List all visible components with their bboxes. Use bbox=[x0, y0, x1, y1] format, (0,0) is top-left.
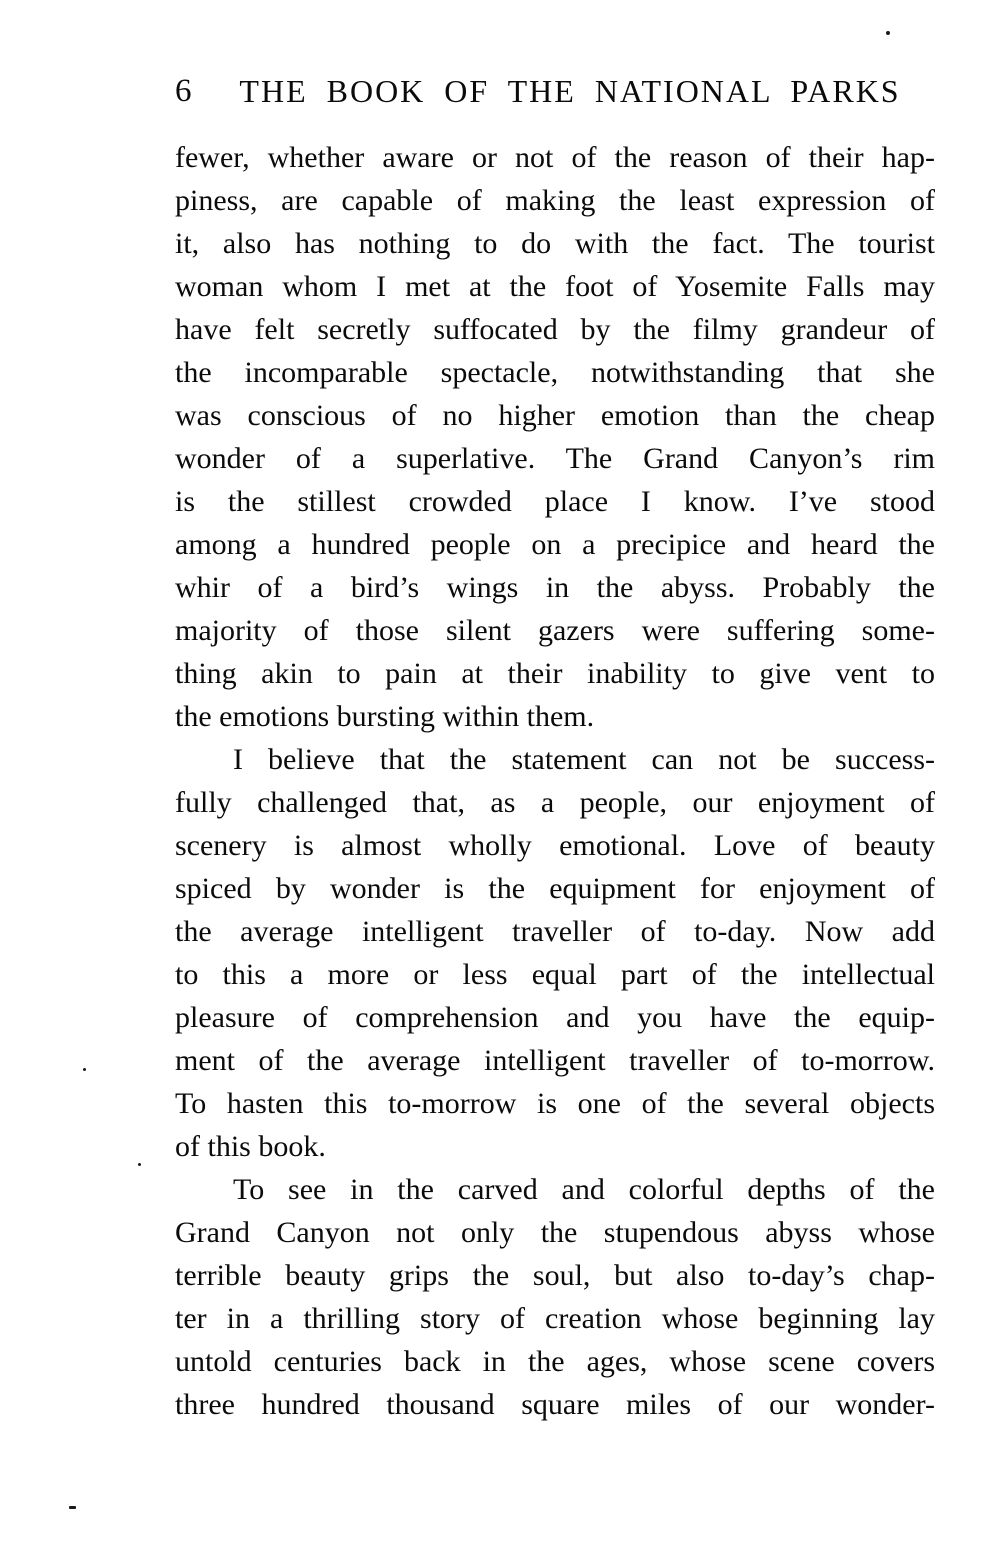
text-line: of this book. bbox=[175, 1130, 326, 1163]
scan-speck bbox=[138, 1163, 141, 1166]
text-line: the average intelligent traveller of to-day. Now add bbox=[175, 915, 935, 948]
text-line: To see in the carved and colorful depths of the bbox=[233, 1173, 935, 1206]
scan-speck bbox=[886, 31, 890, 35]
text-line: To hasten this to-morrow is one of the several objects bbox=[175, 1087, 935, 1120]
text-line: is the stillest crowded place I know. I’ve stood bbox=[175, 485, 935, 518]
text-line: I believe that the statement can not be success- bbox=[233, 743, 935, 776]
page-body bbox=[175, 136, 935, 1426]
text-line: three hundred thousand square miles of our wonder- bbox=[175, 1388, 935, 1421]
text-line: fully challenged that, as a people, our enjoyment of bbox=[175, 786, 935, 819]
text-line: untold centuries back in the ages, whose scene covers bbox=[175, 1345, 935, 1378]
text-line: whir of a bird’s wings in the abyss. Probably the bbox=[175, 571, 935, 604]
paragraph bbox=[175, 1168, 935, 1426]
page-number: 6 bbox=[175, 73, 192, 109]
text-line: spiced by wonder is the equipment for enjoyment of bbox=[175, 872, 935, 905]
text-line: it, also has nothing to do with the fact. The tourist bbox=[175, 227, 935, 260]
text-line: piness, are capable of making the least expression of bbox=[175, 184, 935, 217]
running-title: THE BOOK OF THE NATIONAL PARKS bbox=[239, 73, 901, 109]
text-line: terrible beauty grips the soul, but also to-day’s chap- bbox=[175, 1259, 935, 1292]
text-line: woman whom I met at the foot of Yosemite Falls may bbox=[175, 270, 935, 303]
text-line: majority of those silent gazers were suffering some- bbox=[175, 614, 935, 647]
paragraph bbox=[175, 738, 935, 1168]
text-column bbox=[175, 72, 935, 1426]
text-line: the incomparable spectacle, notwithstanding that she bbox=[175, 356, 935, 389]
scan-speck bbox=[69, 1506, 76, 1509]
text-line: the emotions bursting within them. bbox=[175, 700, 595, 733]
text-line: have felt secretly suffocated by the filmy grandeur of bbox=[175, 313, 935, 346]
text-line: scenery is almost wholly emotional. Love of beauty bbox=[175, 829, 935, 862]
text-line: Grand Canyon not only the stupendous abyss whose bbox=[175, 1216, 935, 1249]
text-line: to this a more or less equal part of the intellectual bbox=[175, 958, 935, 991]
paragraph bbox=[175, 136, 935, 738]
text-line: fewer, whether aware or not of the reason of their hap- bbox=[175, 141, 935, 174]
text-line: thing akin to pain at their inability to give vent to bbox=[175, 657, 935, 690]
text-line: among a hundred people on a precipice and heard the bbox=[175, 528, 935, 561]
text-line: wonder of a superlative. The Grand Canyon’s rim bbox=[175, 442, 935, 475]
text-line: was conscious of no higher emotion than the cheap bbox=[175, 399, 935, 432]
text-line: ter in a thrilling story of creation whose beginning lay bbox=[175, 1302, 935, 1335]
page-header bbox=[175, 72, 935, 110]
scan-speck bbox=[83, 1068, 86, 1071]
text-line: pleasure of comprehension and you have the equip- bbox=[175, 1001, 935, 1034]
text-line: ment of the average intelligent traveller of to-morrow. bbox=[175, 1044, 935, 1077]
